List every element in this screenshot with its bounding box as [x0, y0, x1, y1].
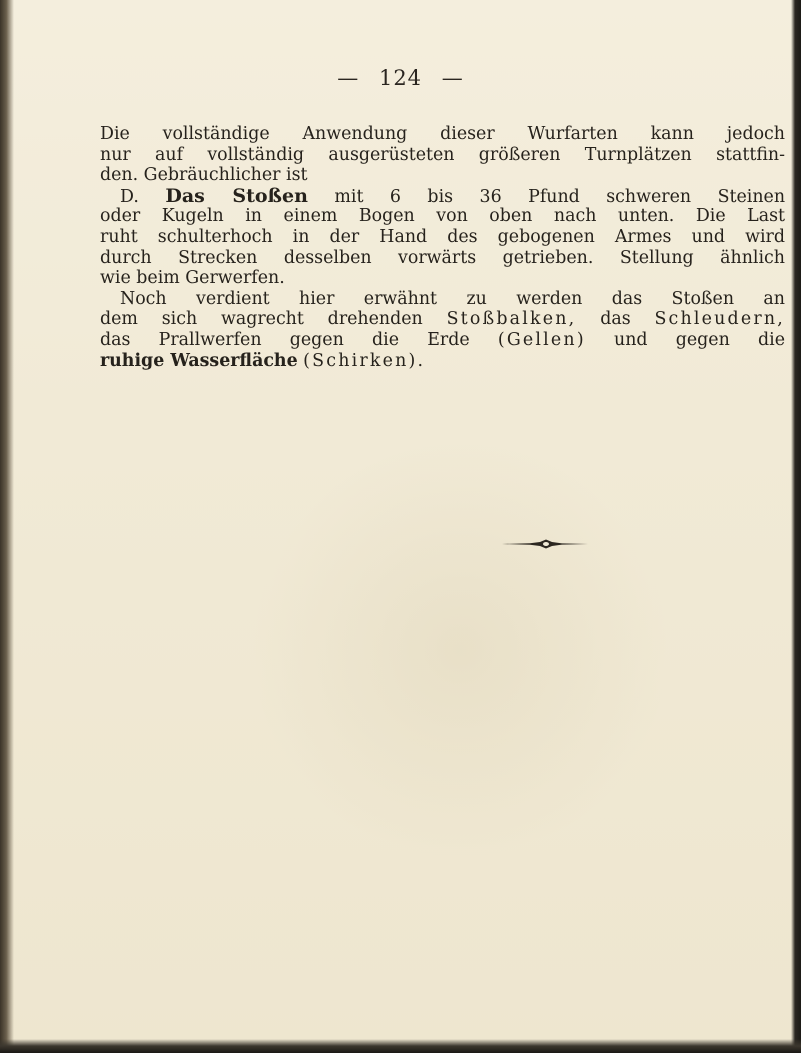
text-line-11-c: und gegen die	[614, 329, 785, 350]
section-marker: D.	[120, 186, 139, 207]
page-number-dash-right: —	[441, 66, 464, 90]
text-line-9: Noch verdient hier erwähnt zu werden das Stoßen an	[120, 288, 785, 309]
text-line-7: durch Strecken desselben vorwärts getrieben. Stellung ähnlich	[100, 247, 785, 268]
scan-edge-bottom	[0, 1039, 801, 1053]
page-number-dash-left: —	[337, 66, 360, 90]
term-schleudern: Schleudern,	[654, 309, 786, 330]
term-schirken: (Schirken).	[303, 350, 426, 371]
body-text	[100, 124, 785, 371]
text-line-11-a: das Prallwerfen gegen die Erde	[100, 329, 470, 350]
page-number: 124	[378, 66, 423, 90]
text-line-11	[100, 330, 785, 351]
paper-stain	[250, 440, 670, 860]
text-line-1: Die vollständige Anwendung dieser Wurfarten kann jedoch	[100, 124, 785, 144]
term-stossbalken: Stoßbalken,	[446, 309, 577, 330]
text-line-2: nur auf vollständig ausgerüsteten größeren Turnplätzen stattfin-	[100, 144, 785, 165]
page-number-header	[0, 66, 801, 90]
section-heading: Das Stoßen	[165, 184, 308, 207]
text-line-4	[100, 186, 785, 207]
text-line-3: den. Gebräuchlicher ist	[100, 165, 308, 186]
text-line-5: oder Kugeln in einem Bogen von oben nach unten. Die Last	[100, 206, 785, 227]
text-line-12-a: ruhige Wasserfläche	[100, 350, 298, 371]
text-line-10	[100, 309, 785, 330]
binding-edge-left	[0, 0, 14, 1053]
scan-edge-right	[791, 0, 801, 1053]
section-divider-ornament	[500, 537, 590, 551]
text-line-8: wie beim Gerwerfen.	[100, 268, 285, 289]
text-line-10-c: das	[600, 309, 631, 330]
text-line-4-rest: mit 6 bis 36 Pfund schweren Steinen	[334, 186, 786, 207]
text-line-10-a: dem sich wagrecht drehenden	[100, 309, 423, 330]
text-line-6: ruht schulterhoch in der Hand des gebogenen Armes und wird	[100, 226, 785, 247]
term-gellen: (Gellen)	[497, 329, 586, 350]
text-line-12	[100, 351, 785, 372]
